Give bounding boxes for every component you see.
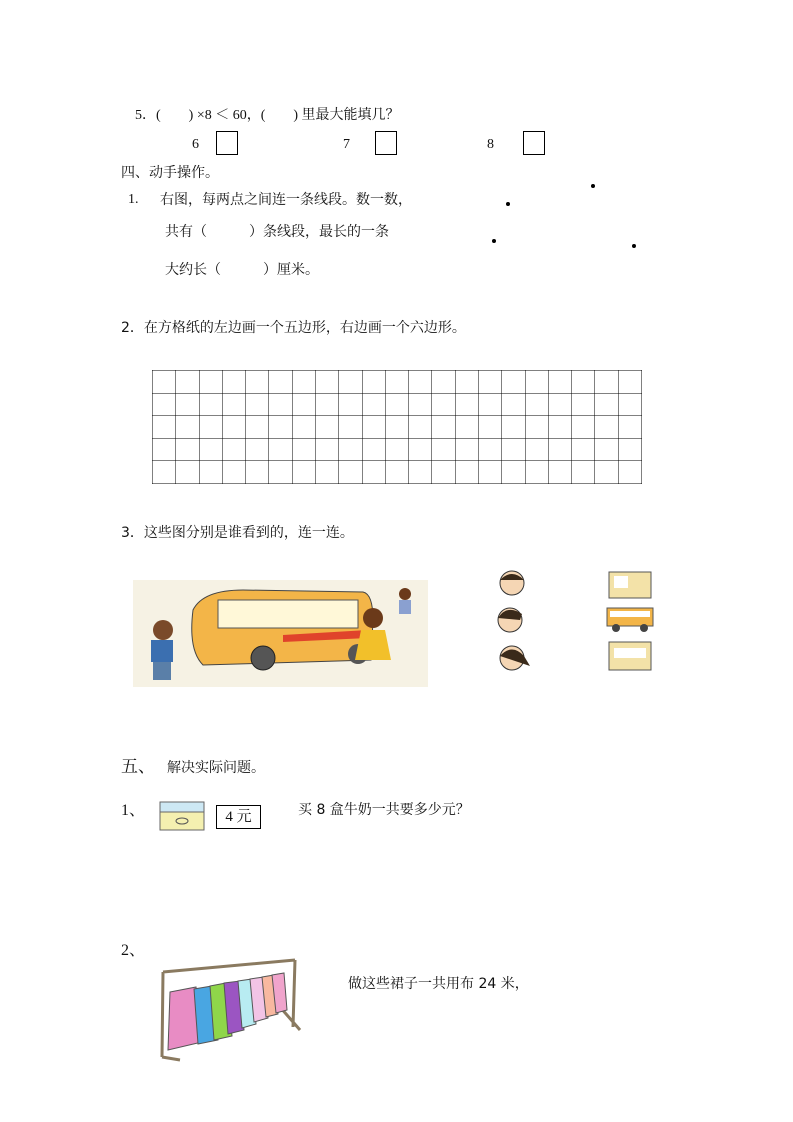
option-8-checkbox[interactable] [523,131,545,155]
price-tag: 4 元 [216,805,261,829]
s5-q2-text: 做这些裙子一共用布 24 米， [348,976,529,992]
q5-question: 5．( ) ×8 ＜ 60，( ) 里最大能填几？ [135,108,400,123]
point [492,239,496,243]
s4-q2-text: 2．在方格纸的左边画一个五边形，右边画一个六边形。 [121,320,466,336]
milk-box-icon [158,800,206,832]
s5-q1-number: 1、 [121,802,146,819]
s4-q1-line3: 大约长（ ）厘米。 [165,262,319,278]
point [506,202,510,206]
option-7-checkbox[interactable] [375,131,397,155]
children-faces-illustration [492,568,536,678]
option-6-label: 6 [192,137,199,152]
option-8-label: 8 [487,137,494,152]
s4-q1-line2: 共有（ ）条线段，最长的一条 [165,224,389,240]
s5-q1-question: 买 8 盒牛奶一共要多少元？ [298,802,470,818]
s5-q2-number: 2、 [121,942,146,959]
bus-views-illustration [606,568,654,674]
section5-number: 五、 [121,757,155,777]
clothes-rack-illustration [160,952,308,1062]
option-7-label: 7 [343,137,350,152]
section5-title: 解决实际问题。 [167,760,265,776]
s4-q1-number: 1. [128,192,139,207]
grid-paper[interactable] [152,370,642,484]
s4-q1-line1: 右图，每两点之间连一条线段。数一数， [160,192,412,208]
bus-scene-illustration [133,580,428,687]
section4-title: 四、动手操作。 [121,165,219,181]
option-6-checkbox[interactable] [216,131,238,155]
point [591,184,595,188]
s4-q3-text: 3．这些图分别是谁看到的，连一连。 [121,525,354,541]
point [632,244,636,248]
